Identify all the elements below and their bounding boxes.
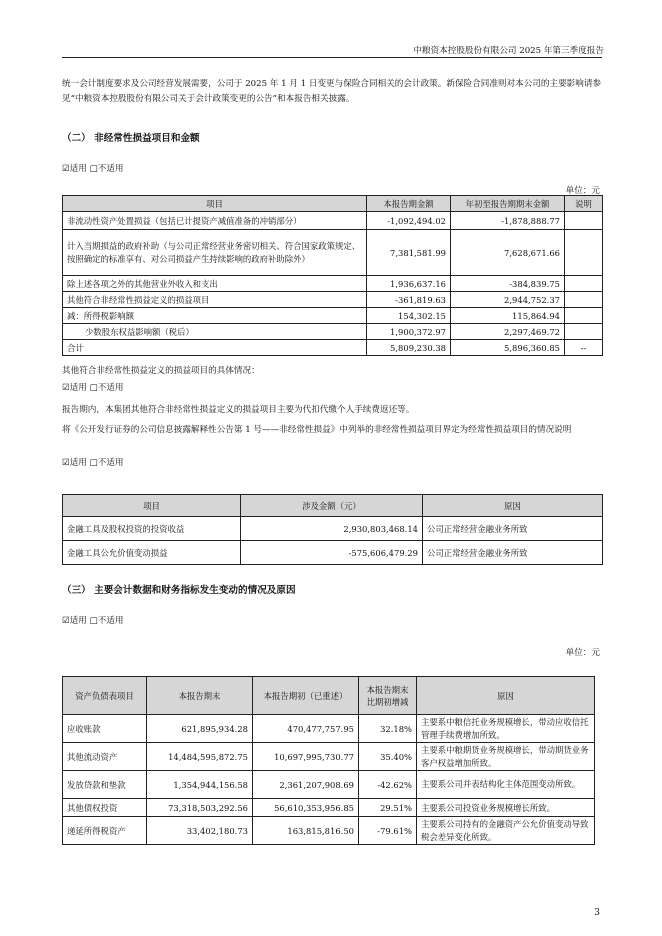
section2-applicability: ☑适用 □不适用 bbox=[62, 164, 124, 174]
section3-unit: 单位：元 bbox=[565, 648, 600, 658]
col-header-reason: 原因 bbox=[423, 495, 603, 517]
table-row-total: 合计 5,809,230.38 5,896,360.85 -- bbox=[63, 340, 603, 356]
other-items-label: 其他符合非经常性损益定义的损益项目的具体情况： bbox=[62, 366, 260, 376]
table-row: 其他流动资产 14,484,595,872.75 10,697,995,730.77 35.40% 主要系中粮期货业务规模增长，带动期货业务客户权益增加所致。 bbox=[63, 743, 595, 771]
balance-change-table bbox=[62, 676, 595, 845]
table-row: 其他债权投资 73,318,503,292.56 56,610,353,956.85 29.51% 主要系公司投资业务规模增长所致。 bbox=[63, 799, 595, 817]
col-header-ytd: 年初至报告期期末金额 bbox=[451, 196, 565, 212]
table-row: 计入当期损益的政府补助（与公司正常经营业务密切相关、符合国家政策规定、按照确定的标准享有、对公司损益产生持续影响的政府补助除外） 7,381,581.99 7,628,671.66 bbox=[63, 230, 603, 276]
table-row: 金融工具公允价值变动损益 -575,606,479.29 公司正常经营金融业务所致 bbox=[63, 541, 603, 565]
section2-unit: 单位：元 bbox=[565, 186, 600, 196]
col-header-note: 说明 bbox=[565, 196, 603, 212]
col-header-current: 本报告期金额 bbox=[367, 196, 451, 212]
table-row: 递延所得税资产 33,402,180.73 163,815,816.50 -79.61% 主要系公司持有的金融资产公允价值变动导致税会差异变化所致。 bbox=[63, 817, 595, 845]
page-header: 中粮资本控股股份有限公司 2025 年第三季度报告 bbox=[413, 46, 604, 56]
other-items-text: 报告期内，本集团其他符合非经常性损益定义的损益项目主要为代扣代缴个人手续费返还等。 bbox=[62, 405, 415, 415]
recurring-applicability: ☑适用 □不适用 bbox=[62, 458, 124, 468]
table-row: 其他符合非经常性损益定义的损益项目 -361,819.63 2,944,752.37 bbox=[63, 292, 603, 308]
table-row: 除上述各项之外的其他营业外收入和支出 1,936,637.16 -384,839.75 bbox=[63, 276, 603, 292]
table-row: 减：所得税影响额 154,302.15 115,864.94 bbox=[63, 308, 603, 324]
col-header-end: 本报告期末 bbox=[147, 677, 253, 715]
intro-paragraph: 统一会计制度要求及公司经营发展需要，公司于 2025 年 1 月 1 日变更与保险合同相关的会计政策。新保险合同准则对本公司的主要影响请参见“中粮资本控股股份有限公司关于会计政策变更的公告”和本报告相关披露。 bbox=[62, 79, 602, 104]
col-header-item: 项目 bbox=[63, 196, 367, 212]
col-header-item: 项目 bbox=[63, 495, 241, 517]
col-header-item: 资产负债表项目 bbox=[63, 677, 147, 715]
nonrecurring-table bbox=[62, 195, 603, 356]
table-row: 应收账款 621,895,934.28 470,477,757.95 32.18% 主要系中粮信托业务规模增长，带动应收信托管理手续费增加所致。 bbox=[63, 715, 595, 743]
col-header-amount: 涉及金额（元） bbox=[241, 495, 423, 517]
section3-applicability: ☑适用 □不适用 bbox=[62, 616, 124, 626]
col-header-change: 本报告期末比期初增减 bbox=[359, 677, 417, 715]
table-row: 金融工具及股权投资的投资收益 2,930,803,468.14 公司正常经营金融业务所致 bbox=[63, 517, 603, 541]
col-header-reason: 原因 bbox=[417, 677, 595, 715]
recurring-table bbox=[62, 494, 603, 565]
col-header-begin: 本报告期初（已重述） bbox=[253, 677, 359, 715]
section2-title: （二） 非经常性损益项目和金额 bbox=[62, 133, 200, 144]
table-row: 发放贷款和垫款 1,354,944,156.58 2,361,207,908.69 -42.62% 主要系公司并表结构化主体范围变动所致。 bbox=[63, 771, 595, 799]
section3-title: （三） 主要会计数据和财务指标发生变动的情况及原因 bbox=[62, 585, 296, 596]
page-number: 3 bbox=[594, 908, 600, 918]
other-items-applicability: ☑适用 □不适用 bbox=[62, 383, 124, 393]
recurring-description: 将《公开发行证券的公司信息披露解释性公告第 1 号——非经常性损益》中列举的非经常性损益项目界定为经常性损益项目的情况说明 bbox=[62, 425, 572, 435]
table-row: 少数股东权益影响额（税后） 1,900,372.97 2,297,469.72 bbox=[63, 324, 603, 340]
table-row: 非流动性资产处置损益（包括已计提资产减值准备的冲销部分） -1,092,494.02 -1,878,888.77 bbox=[63, 212, 603, 230]
header-divider bbox=[62, 57, 602, 58]
